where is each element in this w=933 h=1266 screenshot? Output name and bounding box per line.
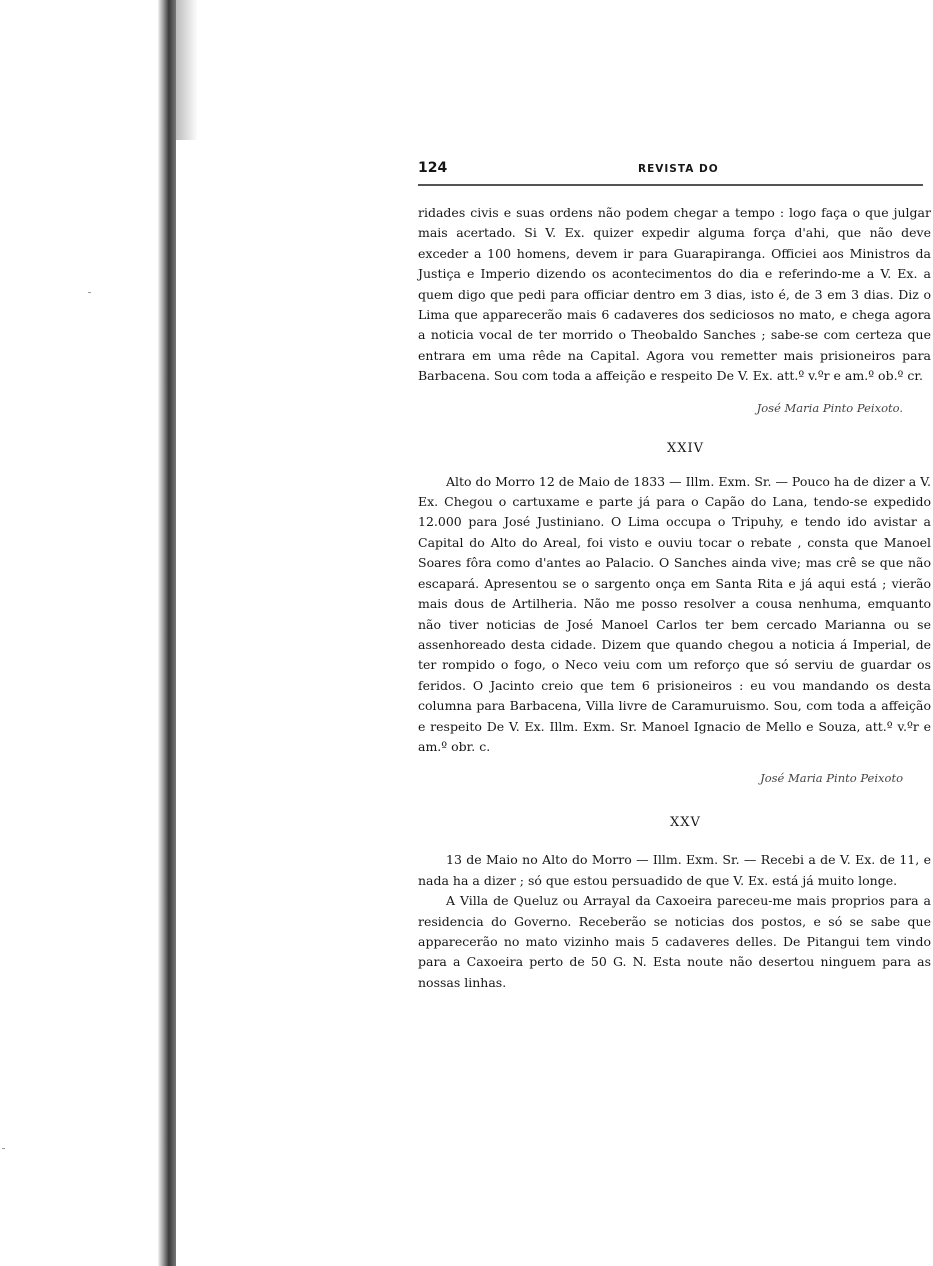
letter-23-body: ridades civis e suas ordens não podem chegar a tempo : logo faça o que julgar mais acertado. Si V. Ex. quizer expedir alguma força d'ahi, que não deve exceder a 100 homens, devem ir para Guarapiranga. Officiei aos Ministros da Justiça e Imperio dizendo os acontecimentos do dia e referindo-me a V. Ex. a quem digo que pedi para officiar dentro em 3 dias, isto é, de 3 em 3 dias. Diz o Lima que apparecerão mais 6 cadaveres dos sediciosos no mato, e chega agora a noticia vocal de ter morrido o Theobaldo Sanches ; sabe-se com certeza que entrara em uma rêde na Capital. Agora vou remetter mais prisioneiros para Barbacena. Sou com toda a affeição e respeito De V. Ex. att.º v.ºr e am.º ob.º cr. bbox=[418, 205, 931, 384]
letter-23-signature: José Maria Pinto Peixoto. bbox=[756, 400, 903, 415]
letter-25-paragraph-1: 13 de Maio no Alto do Morro — Illm. Exm. Sr. — Recebi a de V. Ex. de 11, e nada ha a dizer ; só que estou persuadido de que V. Ex. está já muito longe. bbox=[418, 852, 931, 888]
book-page bbox=[418, 160, 933, 993]
page-number: 124 bbox=[418, 160, 448, 176]
section-number-25: XXV bbox=[670, 815, 701, 831]
section-number-24: XXIV bbox=[666, 440, 705, 456]
letter-24-body: Alto do Morro 12 de Maio de 1833 — Illm. Exm. Sr. — Pouco ha de dizer a V. Ex. Chegou o cartuxame e parte já para o Capão do Lana, tendo-se expedido 12.000 para José Justiniano. O Lima occupa o Tripuhy, e tendo ido avistar a Capital do Alto do Areal, foi visto e ouviu tocar o rebate , consta que Manoel Soares fôra como d'antes ao Palacio. O Sanches ainda vive; mas crê se que não escapará. Apresentou se o sargento onça em Santa Rita e já aqui está ; vierão mais dous de Artilheria. Não me posso resolver a cousa nenhuma, emquanto não tiver noticias de José Manoel Carlos ter bem cercado Marianna ou se assenhoreado desta cidade. Dizem que quando chegou a noticia á Imperial, de ter rompido o fogo, o Neco veiu com um reforço que só serviu de guardar os feridos. O Jacinto creio que tem 6 prisioneiros : eu vou mandando os desta columna para Barbacena, Villa livre de Caramuruismo. Sou, com toda a affeição e respeito De V. Ex. Illm. Exm. Sr. Manoel Ignacio de Mello e Souza, att.º v.ºr e am.º obr. c. bbox=[418, 473, 931, 754]
book-gutter-shadow bbox=[158, 0, 176, 1266]
running-head: REVISTA DO bbox=[638, 163, 719, 175]
page-header bbox=[418, 160, 923, 186]
letter-25-paragraph-2: A Villa de Queluz ou Arrayal da Caxoeira pareceu-me mais proprios para a residencia do Governo. Receberão se noticias dos postos, e só se sabe que apparecerão no mato vizinho mais 5 cadaveres delles. De Pitangui tem vindo para a Caxoeira perto de 50 G. N. Esta noute não desertou ninguem para as nossas linhas. bbox=[418, 893, 931, 990]
scan-speck bbox=[88, 292, 91, 293]
letter-24-signature: José Maria Pinto Peixoto bbox=[760, 771, 903, 786]
scan-speck bbox=[2, 1148, 5, 1149]
book-gutter-highlight bbox=[176, 0, 198, 140]
